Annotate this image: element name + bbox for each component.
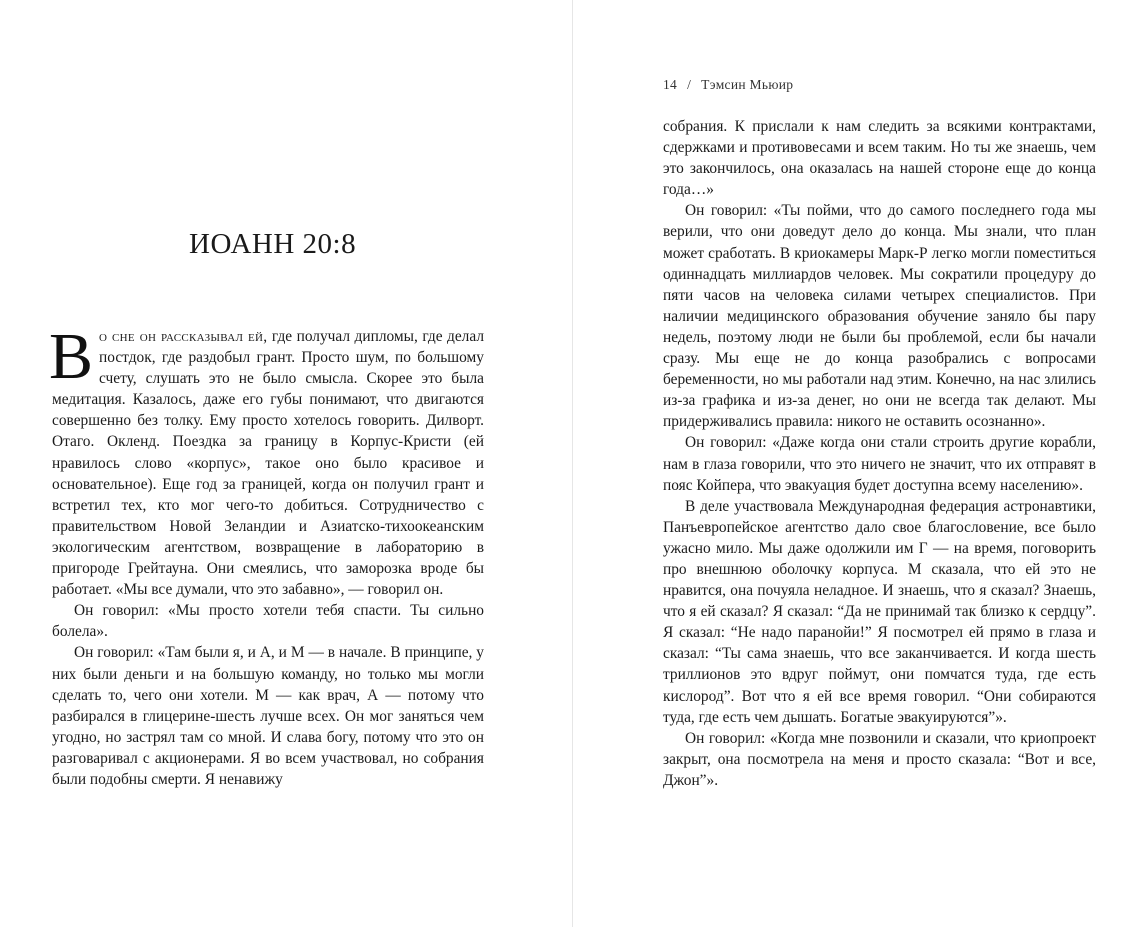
- header-separator: /: [687, 77, 692, 92]
- continuation-paragraph: собрания. К прислали к нам следить за всякими контрактами, сдержками и противовесами и всем таким. Но ты же знаешь, чем это закончилось, она оказалась на нашей стороне еще до конца года…»: [663, 118, 1096, 199]
- paragraph: Он говорил: «Там были я, и А, и М — в начале. В принципе, у них были деньги и на большую команду, но только мы могли сделать то, чего они хотели. М — как врач, А — потому что разбирался в глицерине-шесть лучше всех. Он мог заняться чем угодно, но застрял там со мной. И слава богу, потому что это он разговаривал с акционерами. Я во всем участвовал, но собрания были подобны смерти. Я ненавижу: [52, 644, 484, 788]
- page-number: 14: [663, 77, 678, 92]
- author-name: Тэмсин Мьюир: [701, 77, 794, 92]
- right-page: [573, 0, 1148, 927]
- opening-paragraph: [49, 320, 485, 600]
- paragraph: Он говорил: «Даже когда они стали строить другие корабли, нам в глаза говорили, что это ничего не значит, что их отправят в пояс Койпера, что эвакуация будет доступна всему населению».: [663, 434, 1096, 494]
- opening-small-caps: о сне он рассказывал ей,: [99, 328, 268, 345]
- paragraph: Он говорил: «Мы просто хотели тебя спасти. Ты сильно болела».: [52, 602, 484, 641]
- paragraph: Он говорил: «Когда мне позвонили и сказали, что криопроект закрыт, она посмотрела на меня и просто сказала: “Вот и все, Джон”».: [663, 729, 1096, 789]
- left-page-body: [49, 320, 485, 790]
- chapter-title: ИОАНН 20:8: [189, 228, 357, 260]
- opening-paragraph-text: где получал дипломы, где делал постдок, где раздобыл грант. Просто шум, по большому счету, слушать это не было смысла. Скорее это была медитация. Казалось, даже его губы понимают, что двигаются совершенно без толку. Ему просто хотелось говорить. Дилворт. Отаго. Окленд. Поездка за границу в Корпус-Кристи (ей нравилось слово «корпус», такое оно было красивое и основательное). Еще год за границей, когда он получил грант и встретил тех, кто мог чего-то добиться. Сотрудничество с правительством Новой Зеландии и Азиатско-тихоокеанским экологическим агентством, возвращение в лабораторию в пригороде Грейтауна. Они смеялись, что заморозка вроде бы работает. «Мы все думали, что это забавно», — говорил он.: [52, 328, 485, 599]
- right-page-body: [663, 116, 1096, 791]
- running-header: [663, 77, 793, 93]
- paragraph: В деле участвовала Международная федерация астронавтики, Панъевропейское агентство дало свое благословение, все было ужасно мило. Мы даже одолжили им Г — на время, поговорить про внешнюю оболочку корпуса. М сказала, что ей это не нравится, она почуяла неладное. И знаешь, что я сказал? Знаешь, что я ей сказал? Я сказал: “Да не принимай так близко к сердцу”. Я сказал: “Не надо паранойи!” Я посмотрел ей прямо в глаза и сказал: “Ты сама знаешь, что все заканчивается. И когда шесть триллионов это вдруг поймут, они помчатся туда, где есть кислород”. Вот что я ей все время говорил. “Они собираются туда, где есть чем дышать. Богатые эвакуируются”».: [663, 497, 1096, 726]
- paragraph: Он говорил: «Ты пойми, что до самого последнего года мы верили, что они доведут дело до конца. Мы знали, что план может сработать. В криокамеры Марк-Р легко могли поместиться одиннадцать миллиардов человек. Мы сократили процедуру до пяти часов на человека силами четырех специалистов. При наличии медицинского образования обучение заняло бы пару недель, поэтому люди не были бы проблемой, если бы начали сразу. Мы еще не до конца разобрались с вопросами беременности, но мы работали над этим. Конечно, на нас злились из-за графика и из-за денег, но они не всегда так делают. Мы придерживались правила: никого не оставить осознанно».: [663, 202, 1096, 431]
- drop-cap: В: [49, 320, 94, 393]
- left-page: [0, 0, 572, 927]
